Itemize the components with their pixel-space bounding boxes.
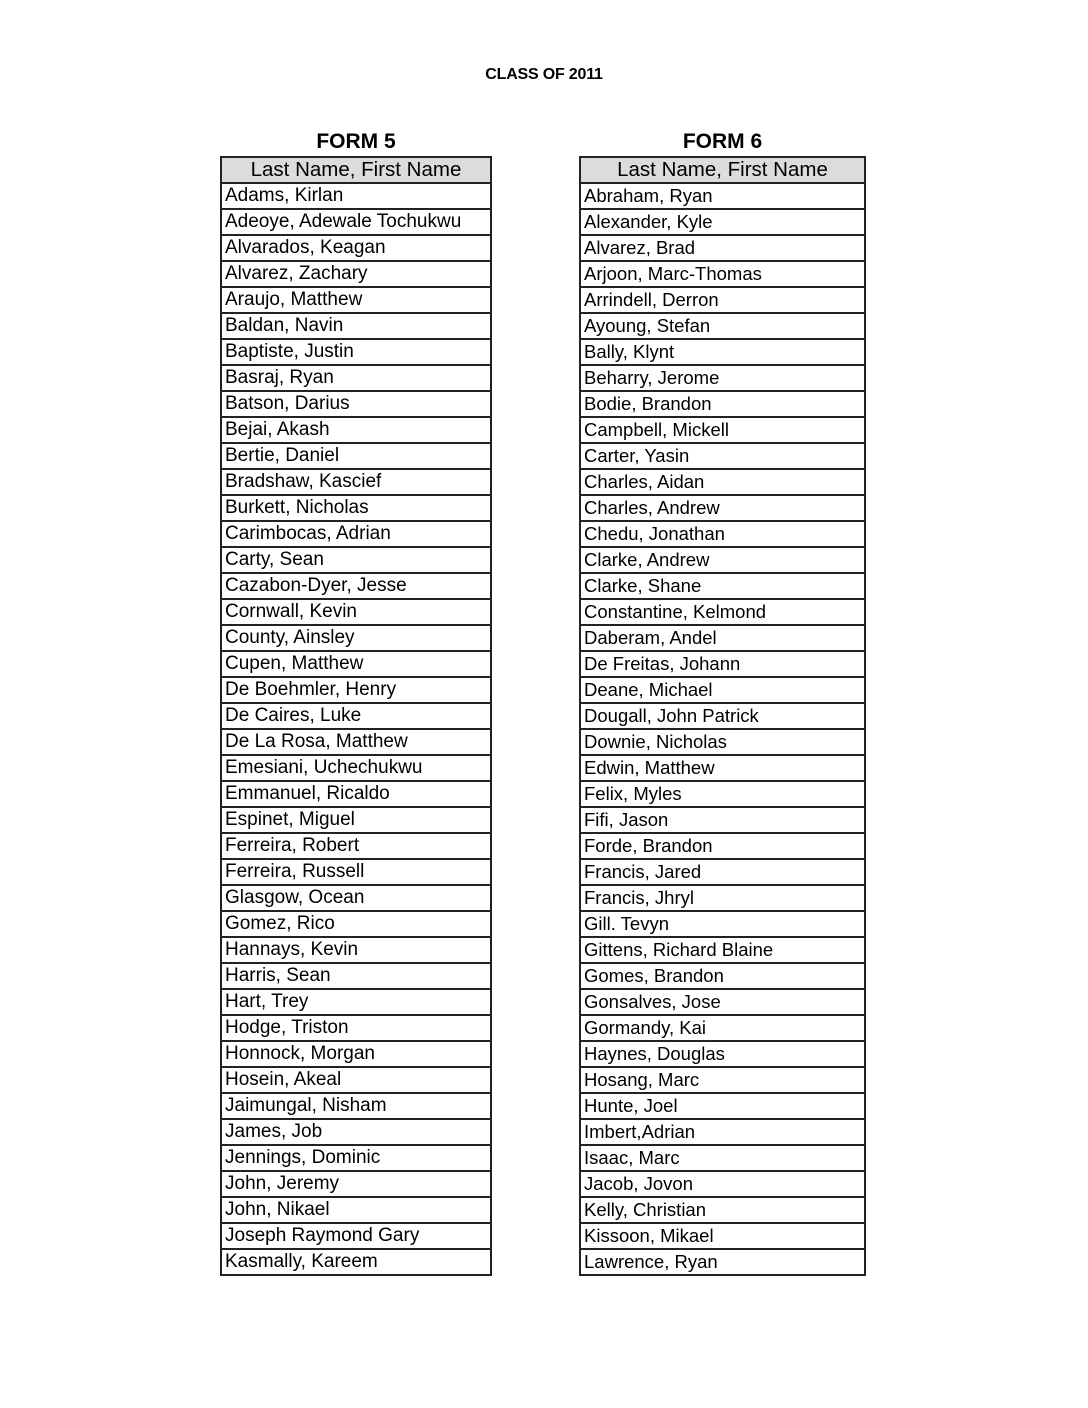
table-row bbox=[221, 1171, 491, 1197]
table-row bbox=[221, 313, 491, 339]
table-row bbox=[580, 521, 865, 547]
table-row bbox=[580, 1171, 865, 1197]
table-row bbox=[221, 1145, 491, 1171]
student-name-cell: Bodie, Brandon bbox=[580, 391, 865, 417]
student-name-cell: Bally, Klynt bbox=[580, 339, 865, 365]
student-name-cell: Clarke, Andrew bbox=[580, 547, 865, 573]
student-name-cell: Espinet, Miguel bbox=[221, 807, 491, 833]
form-5-table bbox=[220, 156, 492, 1276]
student-name-cell: Gomez, Rico bbox=[221, 911, 491, 937]
student-name-cell: Fifi, Jason bbox=[580, 807, 865, 833]
table-row bbox=[221, 651, 491, 677]
table-row bbox=[221, 339, 491, 365]
student-name-cell: Deane, Michael bbox=[580, 677, 865, 703]
student-name-cell: Gormandy, Kai bbox=[580, 1015, 865, 1041]
table-row bbox=[580, 365, 865, 391]
table-header-row bbox=[580, 157, 865, 183]
student-name-cell: Felix, Myles bbox=[580, 781, 865, 807]
form-5-table-body bbox=[221, 183, 491, 1275]
student-name-cell: Alvarez, Zachary bbox=[221, 261, 491, 287]
table-row bbox=[580, 209, 865, 235]
table-row bbox=[580, 963, 865, 989]
table-row bbox=[580, 183, 865, 209]
student-name-cell: Chedu, Jonathan bbox=[580, 521, 865, 547]
student-name-cell: County, Ainsley bbox=[221, 625, 491, 651]
student-name-cell: Beharry, Jerome bbox=[580, 365, 865, 391]
table-row bbox=[221, 963, 491, 989]
form-6-table-body bbox=[580, 183, 865, 1275]
student-name-cell: Joseph Raymond Gary bbox=[221, 1223, 491, 1249]
table-row bbox=[580, 989, 865, 1015]
student-name-cell: Batson, Darius bbox=[221, 391, 491, 417]
student-name-cell: Cupen, Matthew bbox=[221, 651, 491, 677]
student-name-cell: Emesiani, Uchechukwu bbox=[221, 755, 491, 781]
student-name-cell: Cazabon-Dyer, Jesse bbox=[221, 573, 491, 599]
student-name-cell: Hodge, Triston bbox=[221, 1015, 491, 1041]
student-name-cell: Ayoung, Stefan bbox=[580, 313, 865, 339]
table-row bbox=[221, 1197, 491, 1223]
table-row bbox=[221, 989, 491, 1015]
table-row bbox=[580, 755, 865, 781]
student-name-cell: Downie, Nicholas bbox=[580, 729, 865, 755]
table-row bbox=[580, 781, 865, 807]
table-row bbox=[221, 443, 491, 469]
table-row bbox=[221, 625, 491, 651]
table-row bbox=[221, 235, 491, 261]
table-row bbox=[580, 833, 865, 859]
form-5-title: FORM 5 bbox=[316, 130, 396, 153]
student-name-cell: Alvarez, Brad bbox=[580, 235, 865, 261]
table-row bbox=[580, 1249, 865, 1275]
student-name-cell: Baptiste, Justin bbox=[221, 339, 491, 365]
table-row bbox=[221, 937, 491, 963]
student-name-cell: Dougall, John Patrick bbox=[580, 703, 865, 729]
table-row bbox=[221, 1041, 491, 1067]
table-row bbox=[221, 1015, 491, 1041]
table-row bbox=[221, 547, 491, 573]
table-row bbox=[221, 365, 491, 391]
student-name-cell: Bejai, Akash bbox=[221, 417, 491, 443]
student-name-cell: Charles, Andrew bbox=[580, 495, 865, 521]
student-name-cell: Harris, Sean bbox=[221, 963, 491, 989]
table-row bbox=[580, 495, 865, 521]
student-name-cell: Bradshaw, Kascief bbox=[221, 469, 491, 495]
table-row bbox=[580, 469, 865, 495]
form-6-title: FORM 6 bbox=[682, 130, 763, 153]
student-name-cell: Alexander, Kyle bbox=[580, 209, 865, 235]
student-name-cell: Burkett, Nicholas bbox=[221, 495, 491, 521]
table-row bbox=[221, 885, 491, 911]
student-name-cell: De Caires, Luke bbox=[221, 703, 491, 729]
student-name-cell: Charles, Aidan bbox=[580, 469, 865, 495]
student-name-cell: Bertie, Daniel bbox=[221, 443, 491, 469]
column-header-name: Last Name, First Name bbox=[221, 157, 491, 183]
student-name-cell: Gonsalves, Jose bbox=[580, 989, 865, 1015]
table-row bbox=[221, 599, 491, 625]
table-row bbox=[580, 235, 865, 261]
table-row bbox=[580, 885, 865, 911]
table-row bbox=[221, 469, 491, 495]
student-name-cell: Hosein, Akeal bbox=[221, 1067, 491, 1093]
student-name-cell: De La Rosa, Matthew bbox=[221, 729, 491, 755]
table-row bbox=[221, 677, 491, 703]
table-header-row bbox=[221, 157, 491, 183]
student-name-cell: Abraham, Ryan bbox=[580, 183, 865, 209]
table-row bbox=[221, 209, 491, 235]
student-name-cell: Kelly, Christian bbox=[580, 1197, 865, 1223]
student-name-cell: Alvarados, Keagan bbox=[221, 235, 491, 261]
student-name-cell: Adams, Kirlan bbox=[221, 183, 491, 209]
table-row bbox=[221, 729, 491, 755]
table-row bbox=[221, 859, 491, 885]
student-name-cell: Glasgow, Ocean bbox=[221, 885, 491, 911]
table-row bbox=[221, 1067, 491, 1093]
student-name-cell: Ferreira, Robert bbox=[221, 833, 491, 859]
student-name-cell: Carty, Sean bbox=[221, 547, 491, 573]
table-row bbox=[221, 1249, 491, 1275]
table-row bbox=[221, 287, 491, 313]
student-name-cell: Isaac, Marc bbox=[580, 1145, 865, 1171]
table-row bbox=[221, 781, 491, 807]
student-name-cell: Gomes, Brandon bbox=[580, 963, 865, 989]
student-name-cell: Gill. Tevyn bbox=[580, 911, 865, 937]
table-row bbox=[580, 651, 865, 677]
table-row bbox=[221, 807, 491, 833]
student-name-cell: Arrindell, Derron bbox=[580, 287, 865, 313]
table-row bbox=[221, 911, 491, 937]
student-name-cell: Haynes, Douglas bbox=[580, 1041, 865, 1067]
student-name-cell: Constantine, Kelmond bbox=[580, 599, 865, 625]
table-row bbox=[580, 443, 865, 469]
table-row bbox=[580, 339, 865, 365]
table-row bbox=[221, 1119, 491, 1145]
student-name-cell: Carimbocas, Adrian bbox=[221, 521, 491, 547]
student-name-cell: Araujo, Matthew bbox=[221, 287, 491, 313]
table-row bbox=[221, 183, 491, 209]
form-5-section bbox=[220, 128, 492, 1276]
student-name-cell: Honnock, Morgan bbox=[221, 1041, 491, 1067]
student-name-cell: Basraj, Ryan bbox=[221, 365, 491, 391]
student-name-cell: Clarke, Shane bbox=[580, 573, 865, 599]
student-name-cell: Carter, Yasin bbox=[580, 443, 865, 469]
student-name-cell: Kissoon, Mikael bbox=[580, 1223, 865, 1249]
form-6-section bbox=[579, 128, 866, 1276]
table-row bbox=[580, 599, 865, 625]
table-row bbox=[580, 1197, 865, 1223]
student-name-cell: Hunte, Joel bbox=[580, 1093, 865, 1119]
student-name-cell: Baldan, Navin bbox=[221, 313, 491, 339]
table-row bbox=[580, 261, 865, 287]
table-row bbox=[580, 1119, 865, 1145]
student-name-cell: Cornwall, Kevin bbox=[221, 599, 491, 625]
student-name-cell: Imbert,Adrian bbox=[580, 1119, 865, 1145]
student-name-cell: Francis, Jared bbox=[580, 859, 865, 885]
student-name-cell: Lawrence, Ryan bbox=[580, 1249, 865, 1275]
table-row bbox=[580, 1093, 865, 1119]
table-row bbox=[221, 833, 491, 859]
table-row bbox=[580, 547, 865, 573]
student-name-cell: Ferreira, Russell bbox=[221, 859, 491, 885]
student-name-cell: Arjoon, Marc-Thomas bbox=[580, 261, 865, 287]
form-6-table bbox=[579, 156, 866, 1276]
table-row bbox=[580, 573, 865, 599]
table-row bbox=[580, 625, 865, 651]
student-name-cell: Hosang, Marc bbox=[580, 1067, 865, 1093]
table-row bbox=[221, 391, 491, 417]
table-row bbox=[580, 287, 865, 313]
table-row bbox=[221, 521, 491, 547]
student-name-cell: Jennings, Dominic bbox=[221, 1145, 491, 1171]
student-name-cell: Gittens, Richard Blaine bbox=[580, 937, 865, 963]
student-name-cell: Daberam, Andel bbox=[580, 625, 865, 651]
student-name-cell: Edwin, Matthew bbox=[580, 755, 865, 781]
table-row bbox=[580, 859, 865, 885]
table-row bbox=[580, 807, 865, 833]
table-row bbox=[221, 1223, 491, 1249]
table-row bbox=[580, 937, 865, 963]
student-name-cell: Hart, Trey bbox=[221, 989, 491, 1015]
table-row bbox=[580, 1223, 865, 1249]
student-name-cell: Kasmally, Kareem bbox=[221, 1249, 491, 1275]
student-name-cell: John, Jeremy bbox=[221, 1171, 491, 1197]
student-name-cell: De Freitas, Johann bbox=[580, 651, 865, 677]
table-row bbox=[580, 911, 865, 937]
student-name-cell: Adeoye, Adewale Tochukwu bbox=[221, 209, 491, 235]
table-row bbox=[580, 703, 865, 729]
student-name-cell: Campbell, Mickell bbox=[580, 417, 865, 443]
table-row bbox=[221, 755, 491, 781]
student-name-cell: Forde, Brandon bbox=[580, 833, 865, 859]
table-row bbox=[221, 417, 491, 443]
table-row bbox=[580, 1067, 865, 1093]
student-name-cell: Jacob, Jovon bbox=[580, 1171, 865, 1197]
table-row bbox=[580, 729, 865, 755]
student-name-cell: De Boehmler, Henry bbox=[221, 677, 491, 703]
student-name-cell: Jaimungal, Nisham bbox=[221, 1093, 491, 1119]
table-row bbox=[221, 703, 491, 729]
table-row bbox=[221, 261, 491, 287]
table-row bbox=[580, 313, 865, 339]
table-row bbox=[580, 1041, 865, 1067]
student-name-cell: Francis, Jhryl bbox=[580, 885, 865, 911]
table-row bbox=[580, 391, 865, 417]
student-name-cell: Emmanuel, Ricaldo bbox=[221, 781, 491, 807]
table-row bbox=[580, 677, 865, 703]
table-row bbox=[221, 495, 491, 521]
student-name-cell: James, Job bbox=[221, 1119, 491, 1145]
student-name-cell: Hannays, Kevin bbox=[221, 937, 491, 963]
student-name-cell: John, Nikael bbox=[221, 1197, 491, 1223]
table-row bbox=[221, 1093, 491, 1119]
document-title: CLASS OF 2011 bbox=[485, 66, 603, 83]
column-header-name: Last Name, First Name bbox=[580, 157, 865, 183]
table-row bbox=[580, 1145, 865, 1171]
table-row bbox=[580, 417, 865, 443]
table-row bbox=[221, 573, 491, 599]
table-row bbox=[580, 1015, 865, 1041]
